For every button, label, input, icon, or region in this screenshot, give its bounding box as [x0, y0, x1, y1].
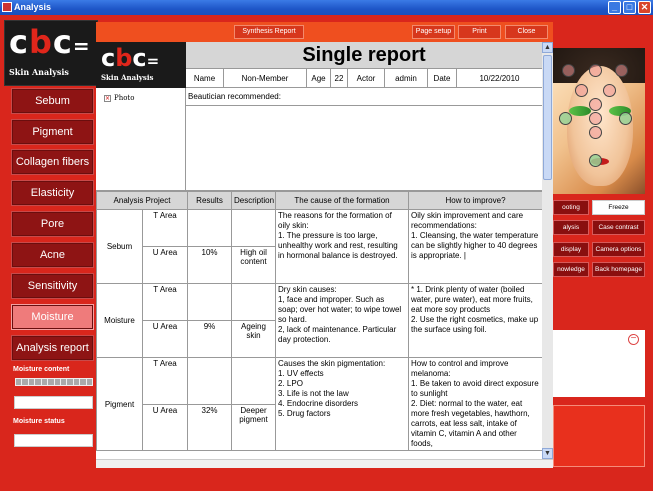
- zone-marker[interactable]: [559, 112, 572, 125]
- zone-marker[interactable]: [589, 98, 602, 111]
- age-value: 22: [331, 69, 348, 87]
- header-cause: The cause of the formation: [276, 192, 409, 210]
- description-cell: Deeper pigment: [232, 404, 276, 451]
- logo-subtitle: Skin Analysis: [9, 67, 69, 77]
- t-area-cell: T Area: [143, 210, 188, 247]
- nav-acne[interactable]: Acne: [11, 242, 94, 268]
- face-preview-image: [553, 48, 645, 194]
- report-vertical-scrollbar[interactable]: [542, 42, 553, 459]
- beautician-label: Beautician recommended:: [188, 92, 281, 101]
- nav-pigment[interactable]: Pigment: [11, 119, 94, 145]
- report-title: Single report: [186, 42, 542, 68]
- cause-cell: Dry skin causes: 1, face and improper. Such as soap; over hot water; to wipe towel so hard. 2, lack of maintenance. Particular day protection.: [276, 284, 409, 358]
- nav-analysis-report[interactable]: Analysis report: [11, 335, 94, 361]
- back-homepage-button[interactable]: Back homepage: [592, 262, 645, 277]
- description-cell: [232, 284, 276, 321]
- report-horizontal-scrollbar[interactable]: [96, 459, 553, 468]
- logo-letters: cbc=: [9, 23, 91, 61]
- header-improve: How to improve?: [409, 192, 542, 210]
- zone-marker[interactable]: [589, 64, 602, 77]
- face-shape: [567, 66, 633, 186]
- nav-collagen-fibers[interactable]: Collagen fibers: [11, 149, 94, 175]
- report-logo-subtitle: Skin Analysis: [101, 73, 154, 82]
- project-cell: Sebum: [97, 210, 143, 284]
- zone-marker[interactable]: [575, 84, 588, 97]
- u-area-cell: U Area: [143, 247, 188, 284]
- knowledge-button[interactable]: nowledge: [553, 262, 589, 277]
- print-button[interactable]: Print: [458, 25, 501, 39]
- zone-marker[interactable]: [562, 64, 575, 77]
- result-cell: 32%: [188, 404, 232, 451]
- scroll-down-arrow-icon[interactable]: ▼: [542, 448, 553, 459]
- project-cell: Pigment: [97, 358, 143, 451]
- lower-panel: [553, 405, 645, 467]
- photo-cell: [96, 88, 186, 191]
- actor-label: Actor: [348, 69, 385, 87]
- broken-image-icon: ×: [105, 94, 111, 102]
- camera-options-button[interactable]: Camera options: [592, 242, 645, 257]
- photo-placeholder: [104, 94, 134, 102]
- report-info-row: [186, 68, 542, 88]
- report-logo-letters: cbc=: [101, 44, 160, 72]
- description-cell: [232, 210, 276, 247]
- report-page: [96, 42, 542, 459]
- scroll-up-arrow-icon[interactable]: ▲: [542, 42, 553, 53]
- left-eye-shape: [569, 106, 591, 116]
- title-bar: [0, 0, 653, 15]
- scroll-thumb[interactable]: [543, 55, 552, 180]
- nav-elasticity[interactable]: Elasticity: [11, 180, 94, 206]
- u-area-cell: U Area: [143, 404, 188, 451]
- u-area-cell: U Area: [143, 321, 188, 358]
- age-label: Age: [307, 69, 331, 87]
- zone-marker[interactable]: [589, 154, 602, 167]
- table-header-row: [97, 192, 543, 210]
- case-contrast-button[interactable]: Case contrast: [592, 220, 645, 235]
- improve-cell: Oily skin improvement and care recommendations: 1. Cleansing, the water temperature can be slightly higher to 40 degrees is appropriate. |: [409, 210, 542, 284]
- report-toolbar: [96, 22, 553, 42]
- table-row: [97, 210, 543, 247]
- close-window-button[interactable]: ✕: [638, 1, 651, 14]
- shooting-button[interactable]: ooting: [553, 200, 589, 215]
- result-cell: [188, 358, 232, 405]
- t-area-cell: T Area: [143, 358, 188, 405]
- nav-sebum[interactable]: Sebum: [11, 88, 94, 114]
- zone-marker[interactable]: [619, 112, 632, 125]
- result-cell: [188, 210, 232, 247]
- page-setup-button[interactable]: Page setup: [412, 25, 455, 39]
- description-cell: Ageing skin: [232, 321, 276, 358]
- window-title: Analysis: [14, 2, 52, 12]
- result-cell: 9%: [188, 321, 232, 358]
- cause-cell: Causes the skin pigmentation: 1. UV effects 2. LPO 3. Life is not the law 4. Endocrine disorders 5. Drug factors: [276, 358, 409, 451]
- photo-label: Photo: [114, 94, 135, 102]
- improve-cell: * 1. Drink plenty of water (boiled water, pure water), eat more fruits, eat more soy products 2. Use the right cosmetics, make up the surface using foil.: [409, 284, 542, 358]
- zone-marker[interactable]: [615, 64, 628, 77]
- beautician-recommended-area[interactable]: [186, 88, 542, 191]
- cause-cell: The reasons for the formation of oily skin: 1. The pressure is too large, unhealthy work and rest, resulting in hormonal balance is destroyed.: [276, 210, 409, 284]
- maximize-button[interactable]: □: [623, 1, 636, 14]
- zone-marker[interactable]: [589, 126, 602, 139]
- project-cell: Moisture: [97, 284, 143, 358]
- header-description: Description: [232, 192, 276, 210]
- info-panel: [553, 330, 645, 397]
- display-button[interactable]: display: [553, 242, 589, 257]
- minus-circle-icon[interactable]: −: [628, 334, 639, 345]
- nav-sensitivity[interactable]: Sensitivity: [11, 273, 94, 299]
- header-results: Results: [188, 192, 232, 210]
- moisture-status-label: Moisture status: [13, 418, 65, 425]
- result-cell: [188, 284, 232, 321]
- analysis-table: [96, 191, 542, 451]
- beautician-divider: [186, 105, 542, 106]
- moisture-content-label: Moisture content: [13, 366, 70, 373]
- actor-value: admin: [385, 69, 428, 87]
- analysis-button[interactable]: alysis: [553, 220, 589, 235]
- moisture-content-value: [14, 396, 93, 409]
- t-area-cell: T Area: [143, 284, 188, 321]
- description-cell: [232, 358, 276, 405]
- date-label: Date: [428, 69, 457, 87]
- date-value: 10/22/2010: [479, 74, 520, 83]
- nav-moisture[interactable]: Moisture: [11, 304, 94, 330]
- result-cell: 10%: [188, 247, 232, 284]
- moisture-content-meter: [15, 378, 93, 386]
- zone-marker[interactable]: [589, 112, 602, 125]
- description-cell: High oil content: [232, 247, 276, 284]
- minimize-button[interactable]: _: [608, 1, 621, 14]
- freeze-button[interactable]: Freeze: [592, 200, 645, 215]
- app-icon: [2, 2, 12, 12]
- nav-pore[interactable]: Pore: [11, 211, 94, 237]
- name-label: Name: [186, 69, 224, 87]
- moisture-status-value: [14, 434, 93, 447]
- table-row: [97, 358, 543, 405]
- improve-cell: How to control and improve melanoma: 1. Be taken to avoid direct exposure to sunlight 2. Diet: normal to the water, eat more fresh vegetables, hawthorn, carrots, eat less salt, intake of vitamin C, vitamin A and other foods,: [409, 358, 542, 451]
- zone-marker[interactable]: [603, 84, 616, 97]
- synthesis-report-button[interactable]: Synthesis Report: [234, 25, 304, 39]
- brand-logo: [4, 20, 98, 86]
- table-row: [97, 284, 543, 321]
- report-logo: [96, 42, 186, 88]
- close-report-button[interactable]: Close: [505, 25, 548, 39]
- name-value: Non-Member: [224, 69, 307, 87]
- header-analysis-project: Analysis Project: [97, 192, 188, 210]
